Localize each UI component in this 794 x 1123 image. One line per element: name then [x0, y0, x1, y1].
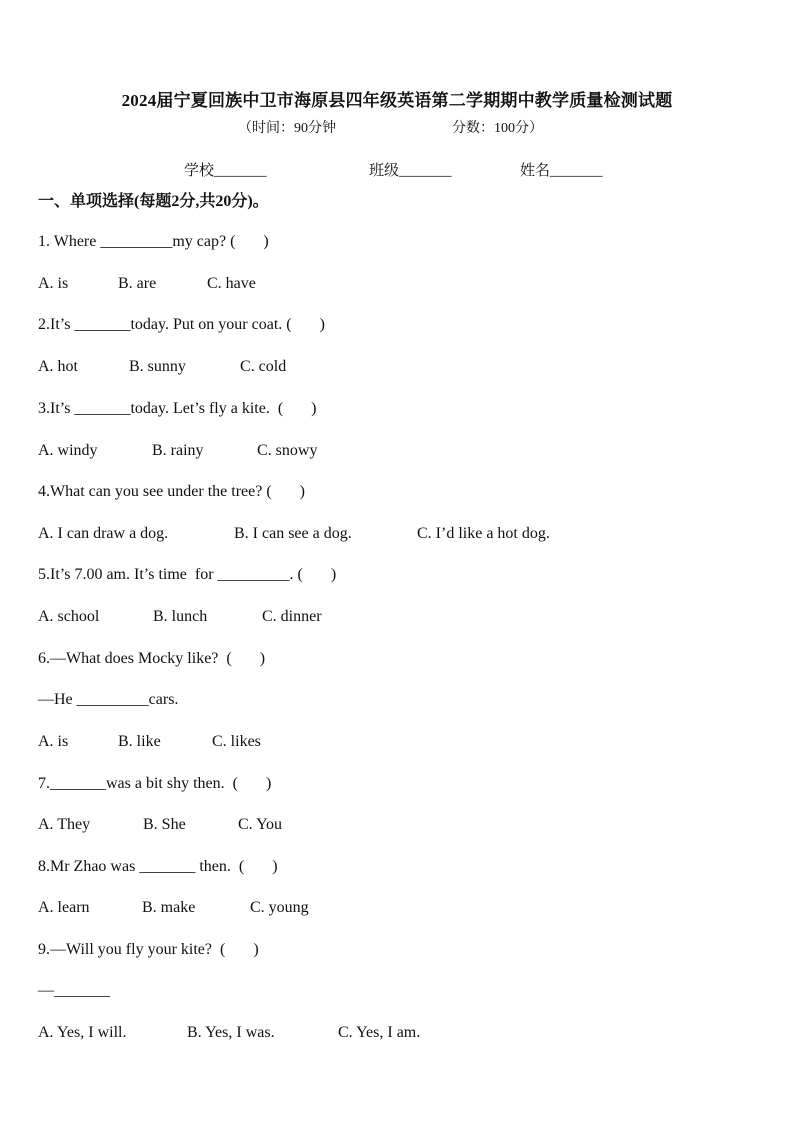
q6-option-c: C. likes	[212, 733, 261, 750]
question-6-answer-line: —He _________cars.	[38, 691, 179, 708]
q1-option-a: A. is	[38, 275, 69, 292]
q2-option-c: C. cold	[240, 358, 287, 375]
q5-option-c: C. dinner	[262, 608, 322, 625]
question-9-answer-line: —_______	[38, 982, 110, 999]
q8-option-c: C. young	[250, 899, 309, 916]
q1-option-c: C. have	[207, 275, 256, 292]
q4-option-a: A. I can draw a dog.	[38, 525, 169, 542]
section-heading: 一、单项选择(每题2分,共20分)。	[38, 193, 269, 210]
q7-option-b: B. She	[143, 816, 186, 833]
q8-option-a: A. learn	[38, 899, 90, 916]
q8-option-b: B. make	[142, 899, 196, 916]
question-8: 8.Mr Zhao was _______ then. ( )	[38, 858, 278, 875]
question-5: 5.It’s 7.00 am. It’s time for _________. ( )	[38, 566, 337, 583]
question-2: 2.It’s _______today. Put on your coat. ( )	[38, 316, 325, 333]
class-field: 班级_______	[369, 163, 452, 179]
exam-title: 2024届宁夏回族中卫市海原县四年级英语第二学期期中教学质量检测试题	[121, 91, 673, 110]
q9-option-b: B. Yes, I was.	[187, 1024, 275, 1041]
question-9: 9.—Will you fly your kite? ( )	[38, 941, 259, 958]
q2-option-b: B. sunny	[129, 358, 186, 375]
school-field: 学校_______	[184, 163, 267, 179]
exam-time: （时间：90分钟	[238, 121, 336, 136]
question-1: 1. Where _________my cap? ( )	[38, 233, 269, 250]
q4-option-c: C. I’d like a hot dog.	[417, 525, 550, 542]
exam-score: 分数：100分）	[452, 121, 543, 136]
q9-option-c: C. Yes, I am.	[338, 1024, 421, 1041]
q5-option-b: B. lunch	[153, 608, 208, 625]
q3-option-b: B. rainy	[152, 442, 204, 459]
q7-option-c: C. You	[238, 816, 283, 833]
name-field: 姓名_______	[520, 163, 603, 179]
question-6: 6.—What does Mocky like? ( )	[38, 650, 266, 667]
q9-option-a: A. Yes, I will.	[38, 1024, 127, 1041]
q7-option-a: A. They	[38, 816, 91, 833]
q6-option-b: B. like	[118, 733, 161, 750]
question-3: 3.It’s _______today. Let’s fly a kite. ( )	[38, 400, 317, 417]
q6-option-a: A. is	[38, 733, 69, 750]
q3-option-a: A. windy	[38, 442, 98, 459]
q5-option-a: A. school	[38, 608, 100, 625]
q3-option-c: C. snowy	[257, 442, 318, 459]
question-7: 7._______was a bit shy then. ( )	[38, 775, 272, 792]
question-4: 4.What can you see under the tree? ( )	[38, 483, 305, 500]
q4-option-b: B. I can see a dog.	[234, 525, 352, 542]
q2-option-a: A. hot	[38, 358, 78, 375]
q1-option-b: B. are	[118, 275, 157, 292]
